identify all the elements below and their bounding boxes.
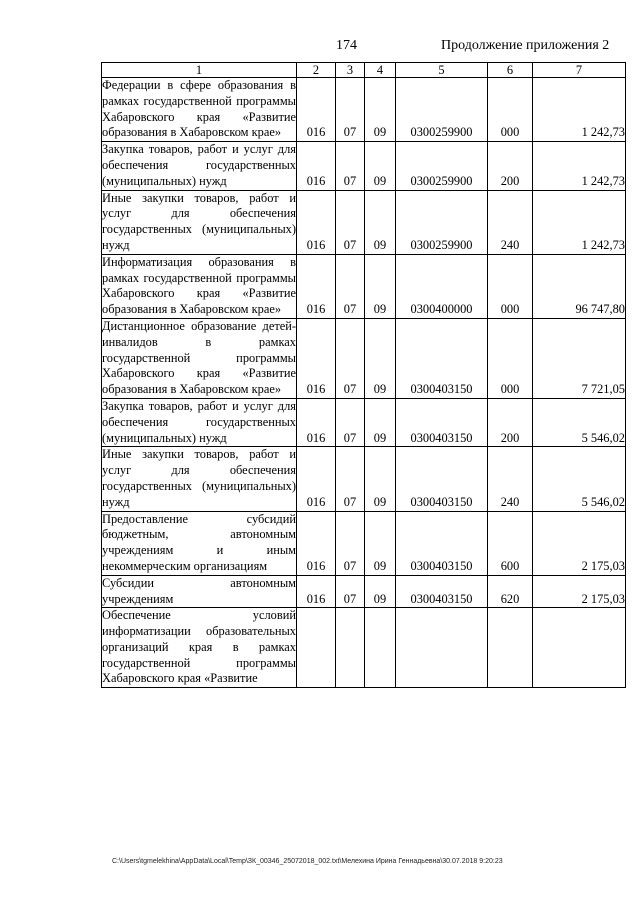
target-item-code: 0300403150 [396,511,488,575]
item-name: Иные закупки товаров, работ и услуг для обеспечения государственных (муниципальных) нужд [102,447,297,511]
column-header: 5 [396,63,488,78]
expense-type-code: 240 [488,447,533,511]
subsection-code: 09 [365,78,396,142]
table-row [102,608,626,688]
item-name: Информатизация образования в рамках государственной программы Хабаровского края «Развитие образования в Хабаровском крае» [102,254,297,318]
column-header: 4 [365,63,396,78]
amount: 96 747,80 [533,254,626,318]
item-name: Предоставление субсидий бюджетным, автономным учреждениям и иным некоммерческим организациям [102,511,297,575]
target-item-code: 0300403150 [396,447,488,511]
subsection-code: 09 [365,575,396,608]
section-code: 07 [336,318,365,398]
item-name: Дистанционное образование детей-инвалидов в рамках государственной программы Хабаровского края «Развитие образования в Хабаровском крае» [102,318,297,398]
target-item-code: 0300403150 [396,398,488,446]
amount: 1 242,73 [533,190,626,254]
table-row [102,447,626,511]
subsection-code: 09 [365,318,396,398]
ministry-code: 016 [297,190,336,254]
ministry-code: 016 [297,398,336,446]
column-header: 7 [533,63,626,78]
subsection-code: 09 [365,398,396,446]
subsection-code: 09 [365,190,396,254]
section-code: 07 [336,142,365,190]
expense-type-code: 000 [488,78,533,142]
expense-type-code: 000 [488,254,533,318]
table-row [102,511,626,575]
expense-type-code: 620 [488,575,533,608]
ministry-code: 016 [297,318,336,398]
column-header: 6 [488,63,533,78]
table-row [102,78,626,142]
item-name: Субсидии автономным учреждениям [102,575,297,608]
expense-type-code: 200 [488,142,533,190]
column-header: 1 [102,63,297,78]
amount: 2 175,03 [533,575,626,608]
item-name: Обеспечение условий информатизации образовательных организаций края в рамках государственной программы Хабаровского края «Развитие [102,608,297,688]
file-path-footer: C:\Users\tgmelekhina\AppData\Local\Temp\ЗК_00346_25072018_002.txt\Мелехина Ирина Геннадьевна\30.07.2018 9:20:23 [112,858,503,865]
amount: 5 546,02 [533,398,626,446]
amount: 7 721,05 [533,318,626,398]
page-number: 174 [336,38,357,53]
section-code: 07 [336,254,365,318]
section-code: 07 [336,78,365,142]
expense-type-code: 200 [488,398,533,446]
item-name: Федерации в сфере образования в рамках государственной программы Хабаровского края «Развитие образования в Хабаровском крае» [102,78,297,142]
ministry-code: 016 [297,78,336,142]
section-code: 07 [336,575,365,608]
column-header-row [102,63,626,78]
subsection-code: 09 [365,254,396,318]
target-item-code: 0300400000 [396,254,488,318]
section-code: 07 [336,190,365,254]
target-item-code: 0300259900 [396,190,488,254]
subsection-code: 09 [365,142,396,190]
amount: 2 175,03 [533,511,626,575]
continuation-label: Продолжение приложения 2 [441,38,610,53]
subsection-code [365,608,396,688]
expense-type-code: 600 [488,511,533,575]
section-code [336,608,365,688]
amount [533,608,626,688]
section-code: 07 [336,447,365,511]
subsection-code: 09 [365,511,396,575]
target-item-code: 0300403150 [396,575,488,608]
table-row [102,575,626,608]
ministry-code: 016 [297,575,336,608]
section-code: 07 [336,398,365,446]
amount: 1 242,73 [533,142,626,190]
table-row [102,142,626,190]
amount: 5 546,02 [533,447,626,511]
amount: 1 242,73 [533,78,626,142]
subsection-code: 09 [365,447,396,511]
item-name: Иные закупки товаров, работ и услуг для обеспечения государственных (муниципальных) нужд [102,190,297,254]
table-row [102,318,626,398]
expense-type-code: 000 [488,318,533,398]
expense-type-code: 240 [488,190,533,254]
table-row [102,398,626,446]
item-name: Закупка товаров, работ и услуг для обеспечения государственных (муниципальных) нужд [102,398,297,446]
budget-table [101,62,626,688]
column-header: 3 [336,63,365,78]
ministry-code: 016 [297,254,336,318]
section-code: 07 [336,511,365,575]
table-row [102,254,626,318]
target-item-code: 0300403150 [396,318,488,398]
ministry-code: 016 [297,447,336,511]
target-item-code: 0300259900 [396,142,488,190]
expense-type-code [488,608,533,688]
table-row [102,190,626,254]
ministry-code: 016 [297,511,336,575]
ministry-code [297,608,336,688]
column-header: 2 [297,63,336,78]
target-item-code: 0300259900 [396,78,488,142]
target-item-code [396,608,488,688]
ministry-code: 016 [297,142,336,190]
item-name: Закупка товаров, работ и услуг для обеспечения государственных (муниципальных) нужд [102,142,297,190]
